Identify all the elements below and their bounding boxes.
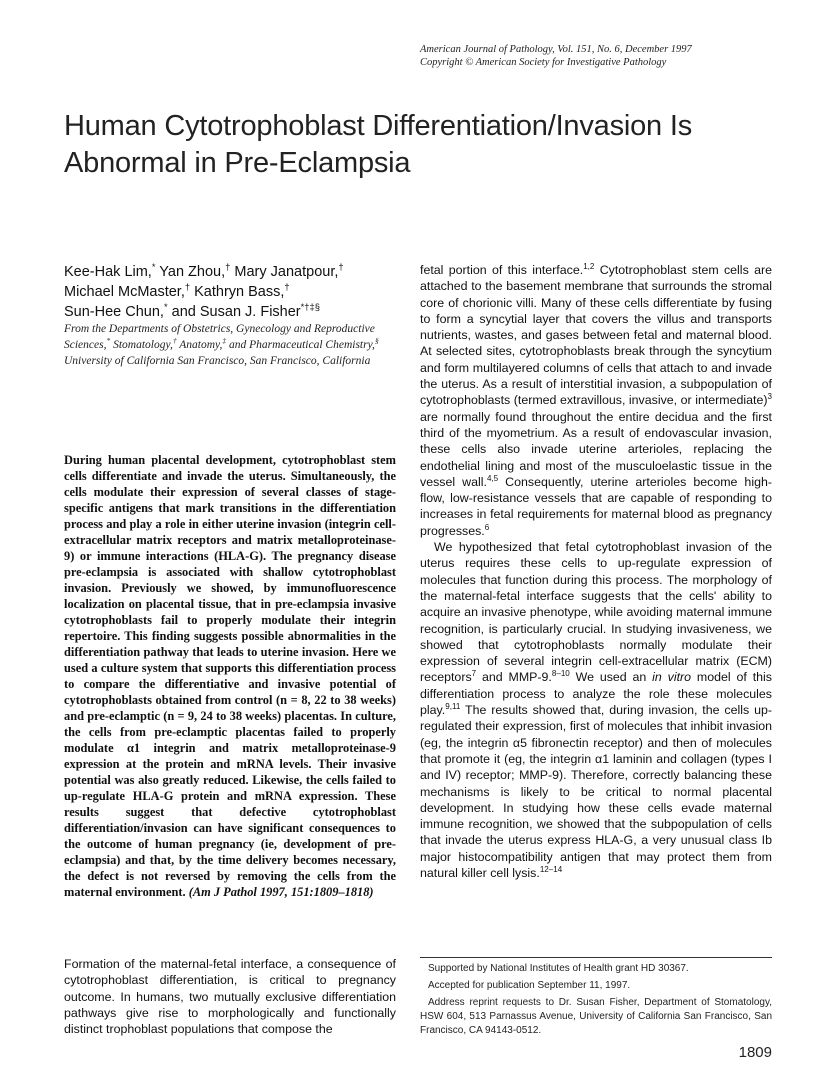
footnotes <box>420 962 772 1041</box>
body-text: are normally found throughout the entire decidua and the first third of the myometrium. As a result of endovascular invasion, these cells also invade uterine arterioles, replacing the endothelial lining and most of the musculoelastic tissue in the vessel wall. <box>420 409 772 489</box>
author-name: Kee-Hak Lim, <box>64 264 152 280</box>
author-affiliation-mark: † <box>338 261 344 273</box>
body-text-italic: in vitro <box>652 670 692 685</box>
reference-mark: 9,11 <box>445 701 461 711</box>
reference-mark: 3 <box>767 392 772 402</box>
footnote-accepted: Accepted for publication September 11, 1997. <box>428 980 631 991</box>
journal-copyright: Copyright © American Society for Investigative Pathology <box>420 57 667 68</box>
author-affiliation-mark: * <box>163 301 168 313</box>
affiliation-text: Stomatology, <box>110 339 173 351</box>
footnote-support: Supported by National Institutes of Health grant HD 30367. <box>428 963 689 974</box>
author-affiliation-mark: *†‡§ <box>300 301 320 313</box>
body-paragraph-2 <box>420 539 772 881</box>
journal-header <box>420 43 790 69</box>
intro-text: Formation of the maternal-fetal interface, a consequence of cytotrophoblast differentiation, is critical to pregnancy outcome. In humans, two mutually exclusive differentiation pathways give rise to morphologically and functionally distinct trophoblast populations that compose the <box>64 957 396 1037</box>
author-name: Michael McMaster, <box>64 284 185 300</box>
footnote-reprint: Address reprint requests to Dr. Susan Fisher, Department of Stomatology, HSW 604, 513 Parnassus Avenue, University of California San Francisco, San Francisco, CA 94143-0512. <box>420 997 772 1036</box>
reference-mark: 7 <box>471 669 477 679</box>
reference-mark: 8–10 <box>551 669 570 679</box>
author-affiliation-mark: † <box>284 281 290 293</box>
reference-mark: 12–14 <box>539 864 563 874</box>
body-text: Cytotrophoblast stem cells are attached to the basement membrane that surrounds the stromal core of chorionic villi. Many of these cells differentiate by fusing to form a syncytial layer that covers the villus and transports nutrients, wastes, and gases between fetal and maternal blood. At selected sites, cytotrophoblasts break through the syncytium and form multilayered columns of cells that attach to and invade the uterus. As a result of interstitial invasion, a subpopulation of cytotrophoblasts (termed extravillous, invasive, or intermediate) <box>420 263 772 408</box>
journal-citation: American Journal of Pathology, Vol. 151, No. 6, December 1997 <box>420 44 692 55</box>
body-right-column <box>420 262 772 881</box>
abstract-text: During human placental development, cytotrophoblast stem cells differentiate and invade the uterus. Simultaneously, the cells modulate their expression of several classes of stage-specific antigens that mark transitions in the differentiation process and play a role in either uterine invasion (integrin cell-extracellular matrix receptors and matrix metalloproteinase-9) or immune interactions (HLA-G). The pregnancy disease pre-eclampsia is associated with shallow cytotrophoblast invasion. Previously we showed, by immunofluorescence localization on placental tissue, that in pre-eclampsia invasive cytotrophoblasts fail to properly modulate their integrin repertoire. This finding suggests possible abnormalities in the differentiation pathway that leads to uterine invasion. Here we used a culture system that supports this differentiation process to compare the differentiative and invasive potential of cytotrophoblasts obtained from control (n = 8, 22 to 38 weeks) and pre-eclamptic (n = 9, 24 to 38 weeks) placentas. In culture, the cells from pre-eclamptic placentas failed to properly modulate α1 integrin and matrix metalloproteinase-9 expression at the protein and mRNA levels. Their invasive potential was also greatly reduced. Likewise, the cells failed to up-regulate HLA-G protein and mRNA expression. These results suggest that defective cytotrophoblast differentiation/invasion can have significant consequences to the outcome of human pregnancy (ie, development of pre-eclampsia) and that, by the time delivery becomes necessary, the defect is not reversed by removing the cells from the maternal environment. <box>64 453 396 899</box>
body-text: fetal portion of this interface. <box>420 263 584 277</box>
affiliation <box>64 321 404 369</box>
page-number: 1809 <box>738 1044 772 1061</box>
affiliation-mark: § <box>374 336 379 346</box>
body-text: We used an <box>569 670 653 685</box>
body-text: and MMP-9. <box>476 670 552 685</box>
article-title: Human Cytotrophoblast Differentiation/Invasion Is Abnormal in Pre-Eclampsia <box>64 110 693 179</box>
body-text: Consequently, uterine arterioles become high-flow, low-resistance vessels that are capable of responding to increases in fetal requirements for maternal blood as pregnancy progresses. <box>420 474 772 538</box>
author-conjunction: and <box>171 304 196 320</box>
author-list <box>64 262 404 322</box>
author-name: Sun-Hee Chun, <box>64 304 164 320</box>
author-affiliation-mark: † <box>184 281 191 293</box>
reference-mark: 6 <box>484 522 490 532</box>
affiliation-mark: * <box>106 336 111 346</box>
body-text: The results showed that, during invasion, the cells up-regulated their expression, first of molecules that inhibit invasion (eg, the integrin α5 fibronectin receptor) and then of molecules that promote it (eg, the integrin α1 laminin and collagen (types I and IV) receptor; MMP-9). Therefore, correctly balancing these mechanisms is likely to be critical to normal placental development. In studying how these cells evade maternal immune recognition, we showed that the subpopulation of cells that invade the uterus express HLA-G, a very unusual class Ib major histocompatibility antigen that may protect them from natural killer cell lysis. <box>420 703 772 880</box>
affiliation-text: From the Departments of Obstetrics, Gynecology and Reproductive Sciences, <box>64 323 375 351</box>
reference-mark: 4,5 <box>486 473 499 483</box>
affiliation-text: Anatomy, <box>176 339 223 351</box>
author-affiliation-mark: † <box>225 261 231 273</box>
body-text: We hypothesized that fetal cytotrophoblast invasion of the uterus requires these cells to up-regulate expression of molecules that function during this process. The morphology of the maternal-fetal interface suggests that the cells' ability to acquire an invasive phenotype, while avoiding maternal immune recognition, is particularly crucial. In studying invasiveness, we showed that cytotrophoblasts normally modulate their expression of several integrin cell-extracellular matrix (ECM) receptors <box>420 540 772 685</box>
author-name: Kathryn Bass, <box>194 284 285 300</box>
affiliation-mark: † <box>172 336 177 346</box>
footnote-divider <box>420 957 772 958</box>
reference-mark: 1,2 <box>583 261 595 271</box>
affiliation-text: University of California San Francisco, San Francisco, California <box>64 355 371 367</box>
author-name: Susan J. Fisher <box>199 304 301 320</box>
abstract-citation: (Am J Pathol 1997, 151:1809–1818) <box>188 885 374 899</box>
author-name: Yan Zhou, <box>159 264 226 280</box>
body-text: model of this differentiation process to analyze the role these molecules play. <box>420 670 772 718</box>
author-name: Mary Janatpour, <box>234 264 339 280</box>
affiliation-mark: ‡ <box>222 336 227 346</box>
body-paragraph-1 <box>420 262 772 539</box>
affiliation-text: and Pharmaceutical Chemistry, <box>226 339 375 351</box>
intro-paragraph <box>64 956 396 1037</box>
abstract <box>64 452 396 900</box>
author-affiliation-mark: * <box>151 261 156 273</box>
